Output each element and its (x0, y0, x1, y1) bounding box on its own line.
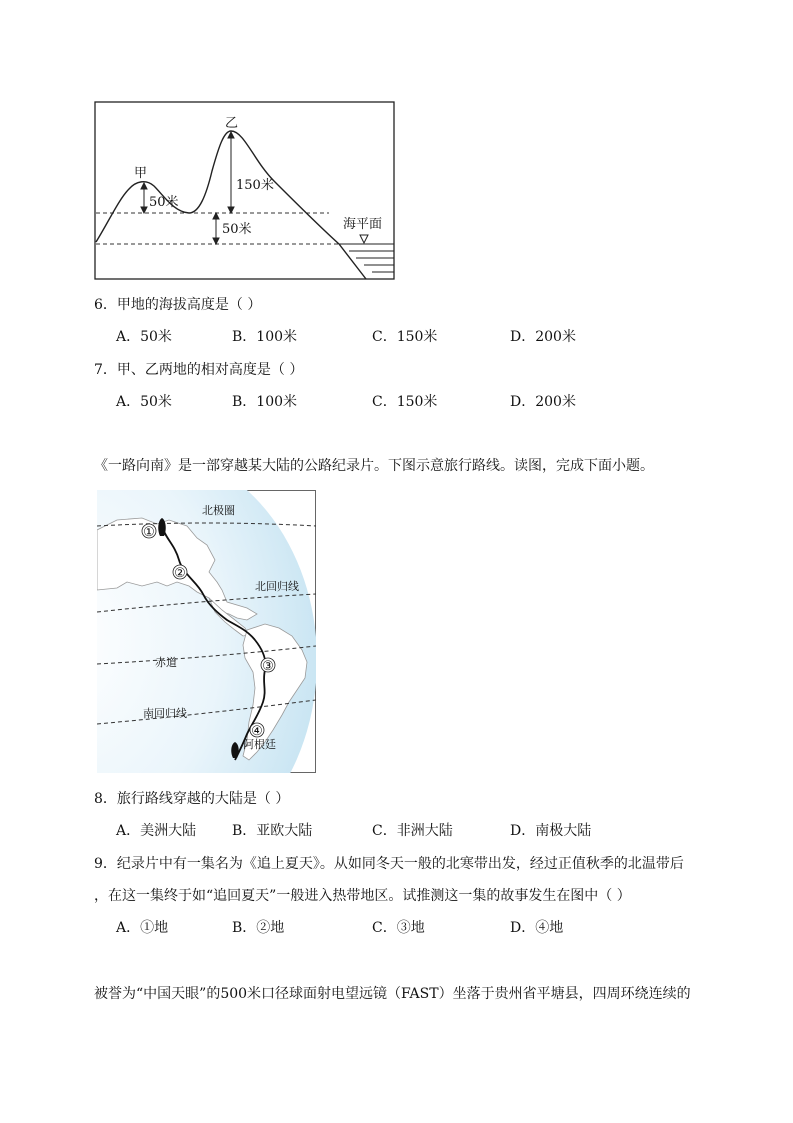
route-map-figure (97, 490, 317, 774)
elevation-profile-figure (94, 101, 396, 281)
label-50-jia: 50米 (149, 195, 179, 210)
q9-option-b[interactable]: B．②地 (232, 920, 285, 936)
question-7-stem: 7．甲、乙两地的相对高度是（ ） (94, 362, 304, 378)
q6-option-c[interactable]: C．150米 (372, 329, 438, 345)
label-yi: 乙 (225, 116, 239, 131)
question-9-stem-line-1: 9．纪录片中有一集名为《追上夏天》。从如同冬天一般的北寒带出发，经过正值秋季的北温带后 (94, 856, 684, 872)
q7-option-d[interactable]: D．200米 (510, 394, 576, 410)
q8-option-d[interactable]: D．南极大陆 (510, 823, 592, 839)
q6-option-d[interactable]: D．200米 (510, 329, 576, 345)
question-6-stem: 6．甲地的海拔高度是（ ） (94, 297, 262, 313)
label-jia: 甲 (134, 166, 148, 181)
label-arctic-circle: 北极圈 (202, 504, 235, 517)
svg-text:③: ③ (262, 659, 274, 674)
q7-option-b[interactable]: B．100米 (232, 394, 298, 410)
point-2-marker (173, 565, 187, 581)
q7-option-c[interactable]: C．150米 (372, 394, 438, 410)
label-tropic-of-cancer: 北回归线 (255, 580, 299, 593)
q8-option-b[interactable]: B．亚欧大陆 (232, 823, 313, 839)
label-tropic-of-capricorn: 南回归线 (143, 707, 187, 720)
question-9-stem-line-2: ，在这一集终于如“追回夏天”一般进入热带地区。试推测这一集的故事发生在图中（ ） (94, 888, 631, 904)
question-8-stem: 8．旅行路线穿越的大陆是（ ） (94, 791, 290, 807)
q8-option-c[interactable]: C．非洲大陆 (372, 823, 453, 839)
passage-intro-3: 被誉为“中国天眼”的500米口径球面射电望远镜（FAST）坐落于贵州省平塘县，四周环绕连续的 (94, 986, 691, 1002)
point-4-marker (250, 723, 264, 739)
label-equator: 赤道 (155, 656, 177, 669)
point-3-marker (261, 658, 275, 674)
q7-option-a[interactable]: A．50米 (116, 394, 172, 410)
q8-option-a[interactable]: A．美洲大陆 (116, 823, 197, 839)
label-50-base: 50米 (222, 222, 252, 237)
q6-option-a[interactable]: A．50米 (116, 329, 172, 345)
q9-option-d[interactable]: D．④地 (510, 920, 564, 936)
svg-text:②: ② (174, 566, 186, 581)
q6-option-b[interactable]: B．100米 (232, 329, 298, 345)
label-sea-level: 海平面 (343, 217, 383, 232)
point-1-marker (142, 524, 156, 540)
label-150: 150米 (236, 178, 274, 193)
q9-option-a[interactable]: A．①地 (116, 920, 169, 936)
svg-text:①: ① (143, 525, 155, 540)
passage-intro-2: 《一路向南》是一部穿越某大陆的公路纪录片。下图示意旅行路线。读图，完成下面小题。 (94, 458, 654, 474)
q9-option-c[interactable]: C．③地 (372, 920, 425, 936)
svg-text:④: ④ (251, 724, 263, 739)
label-argentina: 阿根廷 (243, 738, 276, 751)
